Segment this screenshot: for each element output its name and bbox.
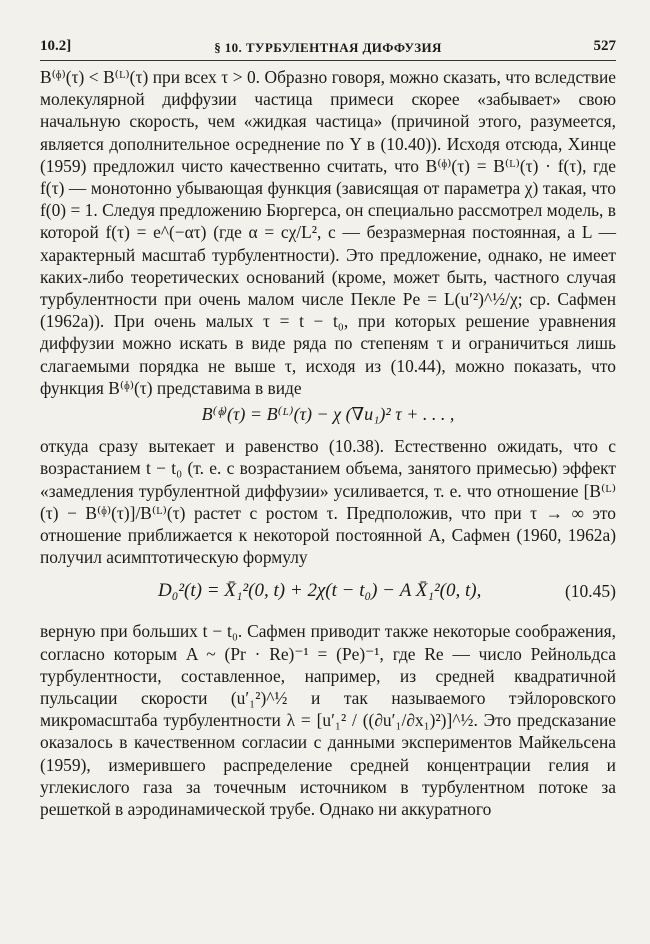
page-number: 527 bbox=[593, 38, 616, 54]
chapter-title: § 10. ТУРБУЛЕНТНАЯ ДИФФУЗИЯ bbox=[214, 40, 442, 55]
paragraph-2: откуда сразу вытекает и равенство (10.38). Естественно ожидать, что с возрастанием t − t₀ (т. е. с возрастанием объема, занятого примесью) эффект «замедления турбулентной диффузии» усиливается, т. е. что отношение [B⁽ᴸ⁾(τ) − B⁽ᶲ⁾(τ)]/B⁽ᴸ⁾(τ) растет с ростом τ. Предположив, что при τ → ∞ это отношение приближается к некоторой постоянной A, Сафмен (1960, 1962а) получил асимптотическую формулу bbox=[40, 436, 616, 568]
page-body bbox=[40, 66, 616, 820]
section-label: 10.2] bbox=[40, 38, 72, 54]
paragraph-1: B⁽ᶲ⁾(τ) < B⁽ᴸ⁾(τ) при всех τ > 0. Образно говоря, можно сказать, что вследствие молекулярной диффузии частица примеси скорее «забывает» свою начальную скорость, чем «жидкая частица» (причиной этого, разумеется, является дополнительное осреднение по Y в (10.40)). Исходя отсюда, Хинце (1959) предложил чисто качественно считать, что B⁽ᶲ⁾(τ) = B⁽ᴸ⁾(τ) · f(τ), где f(τ) — монотонно убывающая функция (зависящая от параметра χ) такая, что f(0) = 1. Следуя предложению Бюргерса, он специально рассмотрел модель, в которой f(τ) = e^(−ατ) (где α = cχ/L², c — безразмерная постоянная, а L — характерный масштаб турбулентности). Это предложение, однако, не имеет каких-либо теоретических оснований (кроме, может быть, частного случая турбулентности при очень малом числе Пекле Pe = L(u′²)^½/χ; ср. Сафмен (1962а)). При очень малых τ = t − t₀, при которых решение уравнения диффузии можно искать в виде ряда по степеням τ и ограничиться лишь слагаемыми порядка не выше τ, исходя из (10.44), можно показать, что функция B⁽ᶲ⁾(τ) представима в виде bbox=[40, 67, 616, 398]
paragraph-3: верную при больших t − t₀. Сафмен приводит также некоторые соображения, согласно которым A ~ (Pr · Re)⁻¹ = (Pe)⁻¹, где Re — число Рейнольдса турбулентности, составленное, например, из средней квадратичной пульсации скорости (u′₁²)^½ и так называемого тэйлоровского микромасштаба турбулентности λ = [u′₁² / ((∂u′₁/∂x₁)²)]^½. Это предсказание оказалось в качественном согласии с данными экспериментов Майкельсена (1959), измерившего распределение средней концентрации гелия и углекислого газа за точечным источником в турбулентном потоке за решеткой в аэродинамической трубе. Однако ни аккуратного bbox=[40, 621, 616, 820]
formula-b-phi-expansion: B⁽ᶲ⁾(τ) = B⁽ᴸ⁾(τ) − χ (∇u₁)² τ + . . . , bbox=[201, 404, 455, 425]
running-header bbox=[40, 38, 616, 61]
formula-10-45-expression: D₀²(t) = X̄₁²(0, t) + 2χ(t − t₀) − A X̄₁²(0, t), bbox=[158, 580, 482, 602]
formula-10-45 bbox=[40, 580, 616, 606]
equation-number: (10.45) bbox=[564, 581, 616, 602]
